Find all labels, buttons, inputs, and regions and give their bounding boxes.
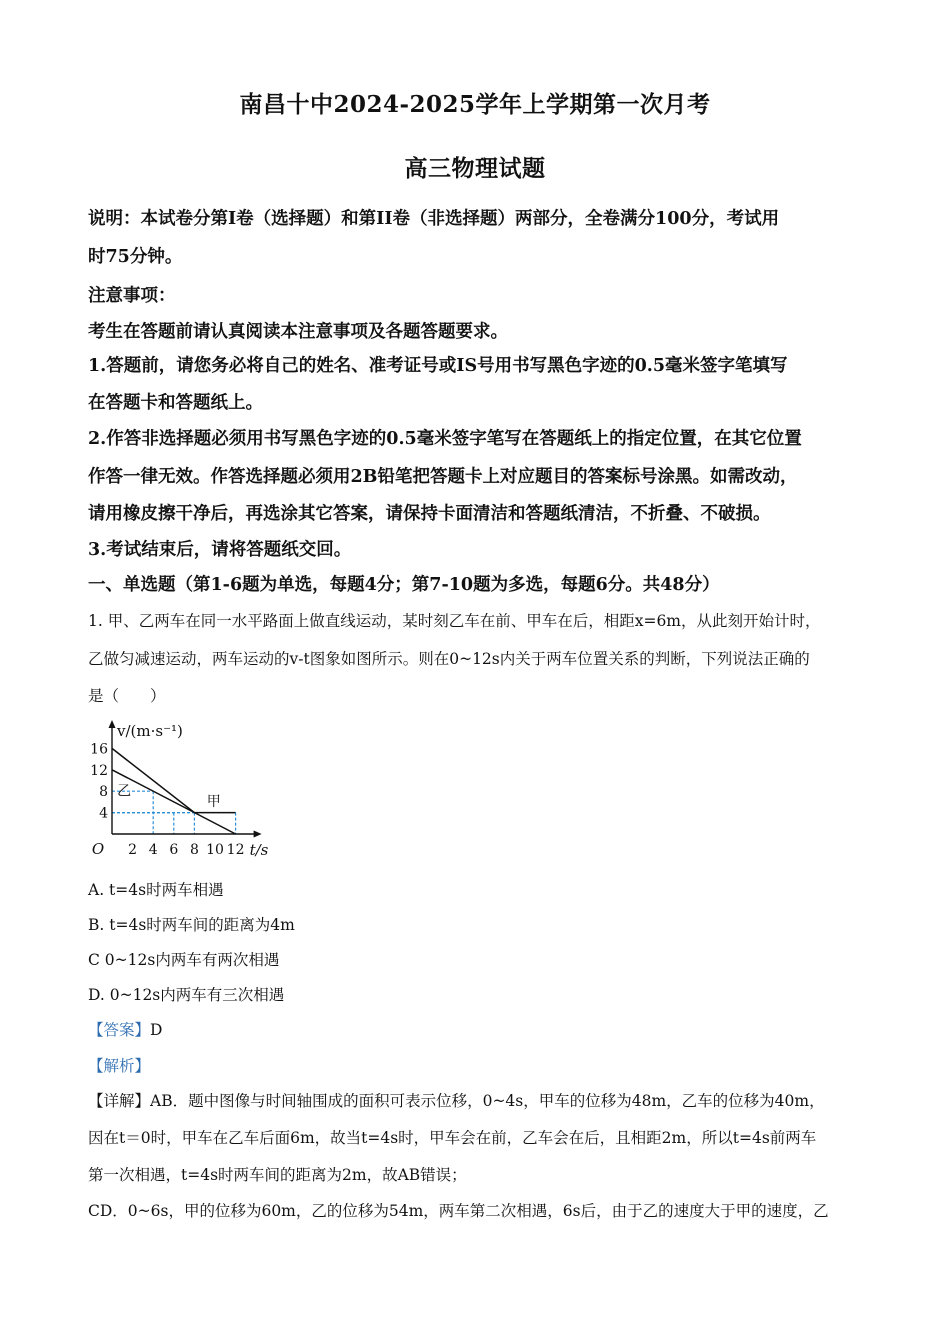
analysis-label: 【解析】 xyxy=(88,1057,151,1075)
x-tick-label: 6 xyxy=(169,842,179,858)
x-tick-label: 10 xyxy=(206,842,224,858)
detail-line: 【详解】AB．题中图像与时间轴围成的面积可表示位移，0~4s，甲车的位移为48m，乙车的位移为40m， xyxy=(88,1092,825,1110)
answer-row xyxy=(88,1018,162,1040)
instruction-line: 说明：本试卷分第I卷（选择题）和第II卷（非选择题）两部分，全卷满分100分，考试用 xyxy=(88,209,780,229)
instruction-line: 时75分钟。 xyxy=(88,247,183,267)
answer-label: 【答案】 xyxy=(88,1021,151,1039)
exam-title: 南昌十中2024-2025学年上学期第一次月考 xyxy=(239,91,711,118)
question-stem: 乙做匀减速运动，两车运动的v-t图象如图所示。则在0~12s内关于两车位置关系的判断，下列说法正确的 xyxy=(88,650,810,668)
exam-subtitle: 高三物理试题 xyxy=(404,155,546,182)
instruction-line: 考生在答题前请认真阅读本注意事项及各题答题要求。 xyxy=(88,322,508,342)
x-tick-label: 12 xyxy=(226,842,245,858)
x-tick-label: 2 xyxy=(128,842,138,858)
vt-chart xyxy=(88,716,288,866)
option-b: B. t=4s时两车间的距离为4m xyxy=(88,916,295,934)
x-tick-label: 8 xyxy=(189,842,199,858)
instruction-line: 2.作答非选择题必须用书写黑色字迹的0.5毫米签字笔写在答题纸上的指定位置，在其它位置 xyxy=(88,429,802,449)
origin-label: O xyxy=(91,840,105,858)
answer-value: D xyxy=(150,1021,163,1039)
question-stem: 1. 甲、乙两车在同一水平路面上做直线运动，某时刻乙车在前、甲车在后，相距x=6m，从此刻开始计时， xyxy=(88,612,821,630)
x-tick-label: 4 xyxy=(148,842,158,858)
series-label-yi: 乙 xyxy=(117,783,132,800)
instruction-line: 作答一律无效。作答选择题必须用2B铅笔把答题卡上对应题目的答案标号涂黑。如需改动， xyxy=(88,467,798,487)
instruction-line: 3.考试结束后，请将答题纸交回。 xyxy=(88,540,352,560)
y-axis-arrow xyxy=(109,720,116,728)
detail-line: CD．0~6s，甲的位移为60m，乙的位移为54m，两车第二次相遇，6s后，由于乙的速度大于甲的速度，乙 xyxy=(88,1202,829,1220)
detail-line: 第一次相遇，t=4s时两车间的距离为2m，故AB错误； xyxy=(88,1166,467,1184)
instruction-line: 在答题卡和答题纸上。 xyxy=(88,393,263,413)
series-label-jia: 甲 xyxy=(206,794,221,811)
question-stem: 是（ ） xyxy=(88,687,166,705)
section-heading: 一、单选题（第1-6题为单选，每题4分；第7-10题为多选，每题6分。共48分） xyxy=(88,575,720,595)
instruction-line: 1.答题前，请您务必将自己的姓名、准考证号或IS号用书写黑色字迹的0.5毫米签字笔填写 xyxy=(88,356,788,376)
y-tick-label: 4 xyxy=(99,805,108,822)
notes-heading: 注意事项： xyxy=(88,286,176,306)
x-axis-label: t/s xyxy=(249,841,269,859)
instruction-line: 请用橡皮擦干净后，再选涂其它答案，请保持卡面清洁和答题纸清洁，不折叠、不破损。 xyxy=(88,504,771,524)
x-axis-arrow xyxy=(254,831,262,838)
y-tick-label: 12 xyxy=(90,762,108,779)
option-a: A. t=4s时两车相遇 xyxy=(88,881,224,899)
y-tick-label: 16 xyxy=(90,741,108,758)
y-axis-label: v/(m·s⁻¹) xyxy=(117,722,183,740)
option-d: D. 0~12s内两车有三次相遇 xyxy=(88,986,285,1004)
option-c: C 0~12s内两车有两次相遇 xyxy=(88,951,280,969)
detail-line: 因在t＝0时，甲车在乙车后面6m，故当t=4s时，甲车会在前，乙车会在后，且相距2m，所以t=4s前两车 xyxy=(88,1129,817,1147)
y-tick-label: 8 xyxy=(99,784,108,801)
